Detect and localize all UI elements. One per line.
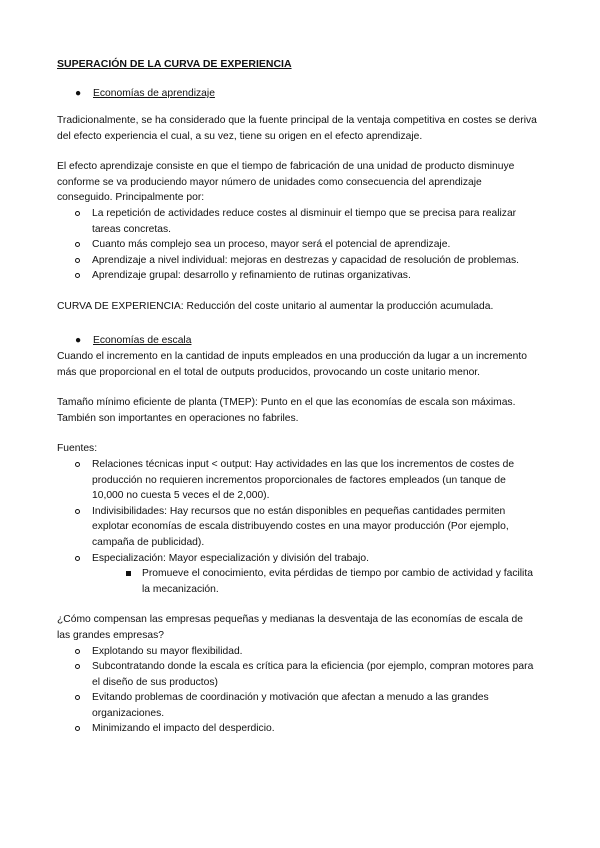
paragraph-curva: CURVA DE EXPERIENCIA: Reducción del coste unitario al aumentar la producción acumulada. (57, 300, 494, 312)
page-title: SUPERACIÓN DE LA CURVA DE EXPERIENCIA (57, 58, 292, 70)
list-item: Aprendizaje grupal: desarrollo y refinamiento de rutinas organizativas. (57, 268, 537, 284)
list-item: Subcontratando donde la escala es crítica para la eficiencia (por ejemplo, compran motores para el diseño de sus productos) (57, 659, 537, 690)
circle-bullet-icon (75, 664, 80, 669)
paragraph: Tradicionalmente, se ha considerado que la fuente principal de la ventaja competitiva en costes se deriva del efecto experiencia el cual, a su vez, tiene su origen en el efecto aprendizaje. (57, 115, 537, 142)
list-item: Explotando su mayor flexibilidad. (57, 644, 537, 660)
paragraph: El efecto aprendizaje consiste en que el tiempo de fabricación de una unidad de producto disminuye conforme se va produciendo mayor número de unidades como consecuencia del aprendizaje conseguido. Principalmente por: (57, 161, 515, 204)
answers-list (57, 644, 537, 738)
circle-bullet-icon (75, 273, 80, 278)
circle-bullet-icon (75, 726, 80, 731)
circle-bullet-icon (75, 695, 80, 700)
circle-bullet-icon (75, 258, 80, 263)
paragraph: Cuando el incremento en la cantidad de inputs empleados en una producción da lugar a un incremento más que proporcional en el total de outputs producidos, provocando un coste unitario menor. (57, 351, 527, 378)
section-scale-body (57, 349, 537, 737)
fuentes-list (57, 457, 537, 597)
circle-bullet-icon (75, 509, 80, 514)
list-item: Aprendizaje a nivel individual: mejoras en destrezas y capacidad de resolución de problemas. (57, 253, 537, 269)
sub-list-item: Promueve el conocimiento, evita pérdidas de tiempo por cambio de actividad y facilita la mecanización. (57, 566, 537, 597)
list-item: Evitando problemas de coordinación y motivación que afectan a menudo a las grandes organizaciones. (57, 690, 537, 721)
list-item: La repetición de actividades reduce costes al disminuir el tiempo que se precisa para realizar tareas concretas. (57, 206, 537, 237)
circle-bullet-icon (75, 649, 80, 654)
heading-scale: Economías de escala (93, 335, 192, 346)
bullet-icon: ● (75, 88, 82, 99)
paragraph: Tamaño mínimo eficiente de planta (TMEP): Punto en el que las economías de escala son máximas. También son importantes en operaciones no fabriles. (57, 397, 516, 424)
circle-bullet-icon (75, 556, 80, 561)
heading-learning: Economías de aprendizaje (93, 88, 215, 99)
question-paragraph: ¿Cómo compensan las empresas pequeñas y medianas la desventaja de las economías de escala de las grandes empresas? (57, 614, 523, 641)
list-item: Especialización: Mayor especialización y división del trabajo. (57, 551, 537, 567)
list-item: Cuanto más complejo sea un proceso, mayor será el potencial de aprendizaje. (57, 237, 537, 253)
section-learning-body (57, 113, 537, 315)
fuentes-label: Fuentes: (57, 443, 98, 455)
bullet-icon: ● (75, 335, 82, 346)
list-item: Minimizando el impacto del desperdicio. (57, 721, 537, 737)
square-bullet-icon (126, 571, 131, 576)
list-item: Indivisibilidades: Hay recursos que no están disponibles en pequeñas cantidades permiten explotar economías de escala distribuyendo costes en una mayor producción (Por ejemplo, campaña de publicidad). (57, 504, 537, 551)
list-item: Relaciones técnicas input < output: Hay actividades en las que los incrementos de costes de producción no requieren incrementos proporcionales de factores empleados (un tanque de 10,000 no cuesta 5 veces el de 2,000). (57, 457, 537, 504)
circle-bullet-icon (75, 211, 80, 216)
circle-bullet-icon (75, 242, 80, 247)
circle-bullet-icon (75, 462, 80, 467)
learning-list (57, 206, 537, 284)
